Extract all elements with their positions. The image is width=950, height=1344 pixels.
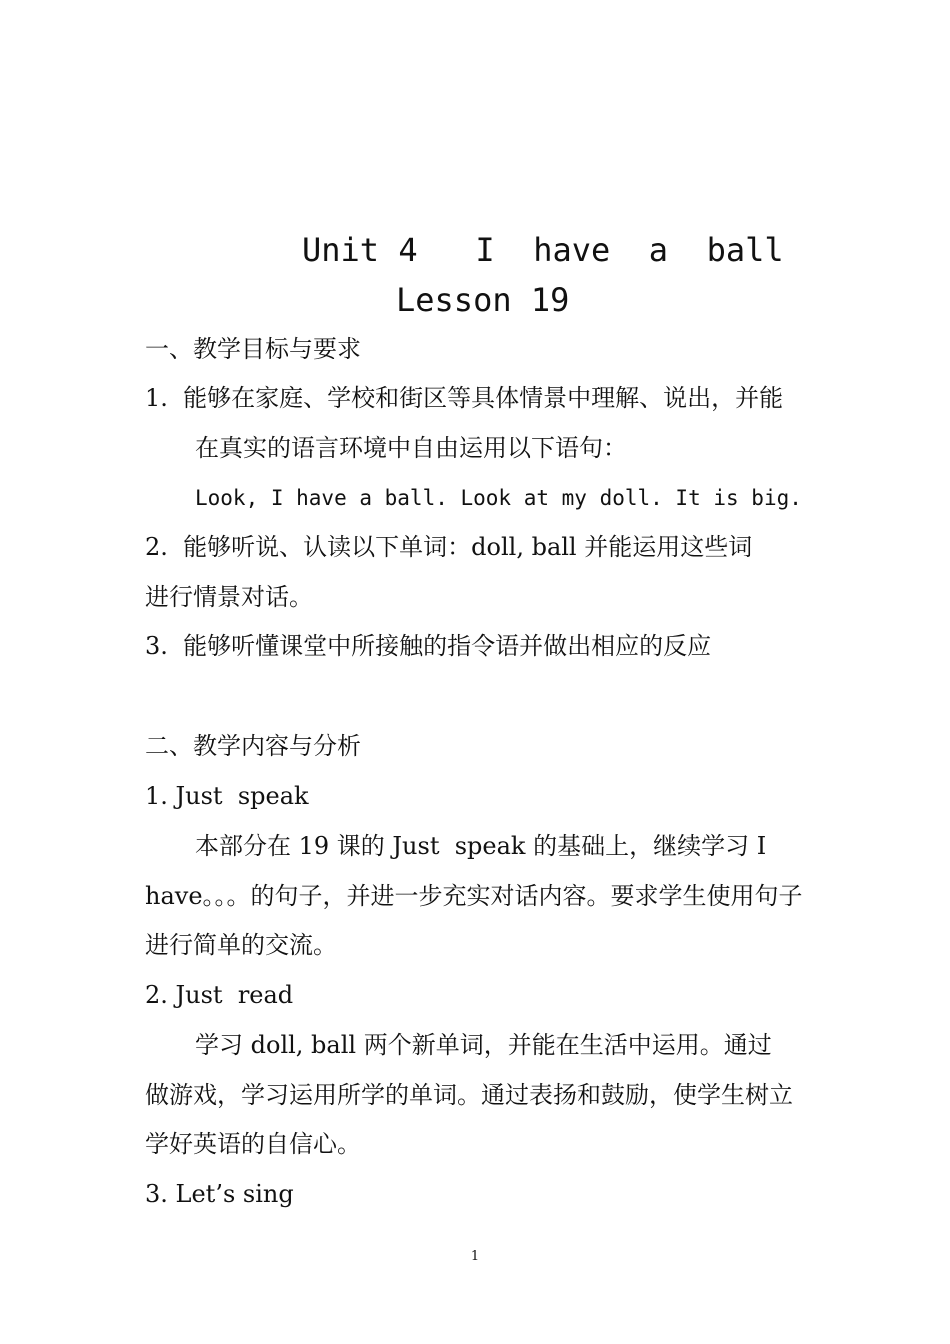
content-1-line-3: 进行简单的交流。 xyxy=(145,931,337,959)
objective-1-example-sentences: Look, I have a ball. Look at my doll. It is big. xyxy=(195,486,802,510)
objective-3-line-1: 3. 能够听懂课堂中所接触的指令语并做出相应的反应 xyxy=(145,632,712,660)
objective-1-line-1: 1. 能够在家庭、学校和街区等具体情景中理解、说出，并能 xyxy=(145,384,784,412)
objective-2-line-2: 进行情景对话。 xyxy=(145,583,313,611)
page-number: 1 xyxy=(470,1249,480,1264)
section1-heading: 一、教学目标与要求 xyxy=(145,335,361,363)
content-2-line-1: 学习 doll, ball 两个新单词，并能在生活中运用。通过 xyxy=(195,1031,772,1059)
section2-heading: 二、教学内容与分析 xyxy=(145,732,361,760)
content-2-line-3: 学好英语的自信心。 xyxy=(145,1130,361,1158)
title-line-1: Unit 4 I have a ball xyxy=(302,231,784,269)
content-1-line-1: 本部分在 19 课的 Just speak 的基础上，继续学习 I xyxy=(195,832,767,860)
title-line-2: Lesson 19 xyxy=(396,281,570,319)
objective-1-line-2: 在真实的语言环境中自由运用以下语句： xyxy=(195,434,627,462)
content-3-title: 3. Let’s sing xyxy=(145,1180,294,1208)
content-1-line-2: have。。。的句子，并进一步充实对话内容。要求学生使用句子 xyxy=(145,882,803,910)
content-2-line-2: 做游戏，学习运用所学的单词。通过表扬和鼓励，使学生树立 xyxy=(145,1081,793,1109)
content-1-title: 1. Just speak xyxy=(145,782,309,810)
objective-2-line-1: 2. 能够听说、认读以下单词：doll, ball 并能运用这些词 xyxy=(145,533,753,561)
content-2-title: 2. Just read xyxy=(145,981,294,1009)
